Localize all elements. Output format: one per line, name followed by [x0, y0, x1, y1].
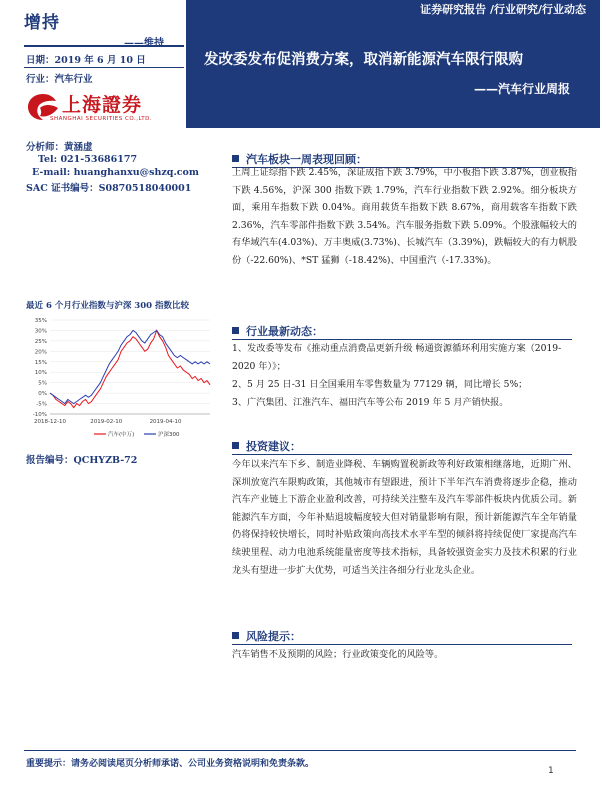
- news-item: 1、发改委等发布《推动重点消费品更新升级 畅通资源循环利用实施方案（2019-2020 年）》；: [232, 343, 562, 372]
- y-tick-label: -5%: [36, 401, 47, 408]
- series-line-0: [50, 330, 210, 407]
- x-tick-label: 2018-12-10: [34, 419, 66, 425]
- index-comparison-chart: [24, 314, 214, 446]
- report-subtitle: ——汽车行业周报: [473, 82, 570, 96]
- chart-title: 最近 6 个月行业指数与沪深 300 指数比较: [26, 301, 189, 311]
- section-bullet-icon: [232, 155, 239, 162]
- page-number: 1: [548, 766, 554, 776]
- rating-sub: ——维持: [124, 38, 164, 49]
- news-item: 2、5 月 25 日-31 日全国乘用车零售数量为 77129 辆，同比增长 5%；: [232, 379, 528, 390]
- footer-rule: [24, 750, 576, 751]
- y-tick-label: 0%: [38, 391, 47, 398]
- y-tick-label: 20%: [34, 349, 47, 356]
- section-rule: [232, 644, 572, 645]
- legend-label: 汽车(中万): [108, 432, 135, 438]
- meta-rule: [24, 67, 184, 68]
- investment-advice-text: 今年以来汽车下乡、制造业降税、车辆购置税新政等利好政策相继落地，近期广州、深圳放宽汽车限购政策，其他城市有望跟进，预计下半年汽车消费将逐步企稳，推动汽车产业链上下游企业盈利改善，可持续关注整车及汽车零部件板块内优质公司。新能源汽车方面，今年补贴退坡幅度较大但对销量影响有限，预计新能源汽车全年销量仍将保持较快增长，同时补贴政策向高技术水平车型的倾斜将持续促使厂家提高汽车续驶里程、动力电池系统能量密度等技术指标，具备较强资金实力及技术积累的行业龙头有望进一步扩大优势，可适当关注各细分行业龙头企业。: [232, 459, 577, 576]
- section-heading-market: 汽车板块一周表现回顾：: [246, 153, 367, 166]
- analyst-sac: SAC 证书编号：S0870518040001: [26, 183, 192, 194]
- report-date: 日期：2019 年 6 月 10 日: [26, 55, 146, 66]
- section-rule: [232, 454, 572, 455]
- section-bullet-icon: [232, 632, 239, 639]
- legend-label: 沪深300: [158, 432, 180, 438]
- section-heading-advice: 投资建议：: [246, 440, 301, 453]
- y-tick-label: 5%: [38, 380, 47, 387]
- industry-label: 行业：汽车行业: [26, 74, 93, 85]
- section-bullet-icon: [232, 327, 239, 334]
- logo-name-cn: 上海證券: [62, 94, 143, 116]
- analyst-email: E-mail: huanghanxu@shzq.com: [32, 167, 199, 178]
- news-item: 3、广汽集团、江淮汽车、福田汽车等公布 2019 年 5 月产销快报。: [232, 397, 509, 408]
- disclaimer-note: 重要提示：请务必阅读尾页分析师承诺、公司业务资格说明和免责条款。: [26, 759, 315, 769]
- risk-warning-text: 汽车销售不及预期的风险；行业政策变化的风险等。: [232, 649, 444, 660]
- title-banner: [186, 20, 600, 128]
- section-bullet-icon: [232, 442, 239, 449]
- logo-name-en: SHANGHAI SECURITIES CO.,LTD.: [50, 116, 153, 122]
- analyst-name: 分析师：黄涵虚: [26, 142, 93, 153]
- y-tick-label: -10%: [32, 412, 47, 418]
- report-title: 发改委发布促消费方案，取消新能源汽车限行限购: [204, 52, 523, 68]
- rating: 增持: [24, 13, 60, 33]
- x-tick-label: 2019-04-10: [149, 419, 182, 425]
- section-heading-news: 行业最新动态：: [246, 325, 323, 338]
- section-heading-risk: 风险提示：: [246, 630, 301, 643]
- y-tick-label: 10%: [34, 370, 47, 377]
- report-category-bar: 证券研究报告 /行业研究/行业动态: [186, 0, 600, 20]
- y-tick-label: 15%: [34, 359, 47, 366]
- x-tick-label: 2019-02-10: [90, 419, 123, 425]
- y-tick-label: 25%: [34, 338, 47, 345]
- analyst-tel: Tel: 021-53686177: [38, 154, 138, 165]
- report-number: 报告编号：QCHYZB-72: [26, 455, 138, 466]
- y-tick-label: 30%: [34, 328, 47, 335]
- market-review-text: 上周上证综指下跌 2.45%，深证成指下跌 3.79%，中小板指下跌 3.87%，创业板指下跌 4.56%，沪深 300 指数下跌 1.79%，汽车行业指数下跌 2.92%。细分板块方面，乘用车指数下跌 0.04%。商用载货车指数下跌 8.67%，商用载客车指数下跌 2.36%，汽车零部件指数下跌 3.54%。汽车服务指数下跌 5.09%。个股涨幅较大的有华域汽车(4.03%)、万丰奥威(3.73%)、长城汽车（3.39%)，跌幅较大的有力帆股份（-22.60%)、*ST 猛狮（-18.42%)、中国重汽（-17.33%)。: [232, 167, 577, 266]
- y-tick-label: 35%: [34, 318, 47, 324]
